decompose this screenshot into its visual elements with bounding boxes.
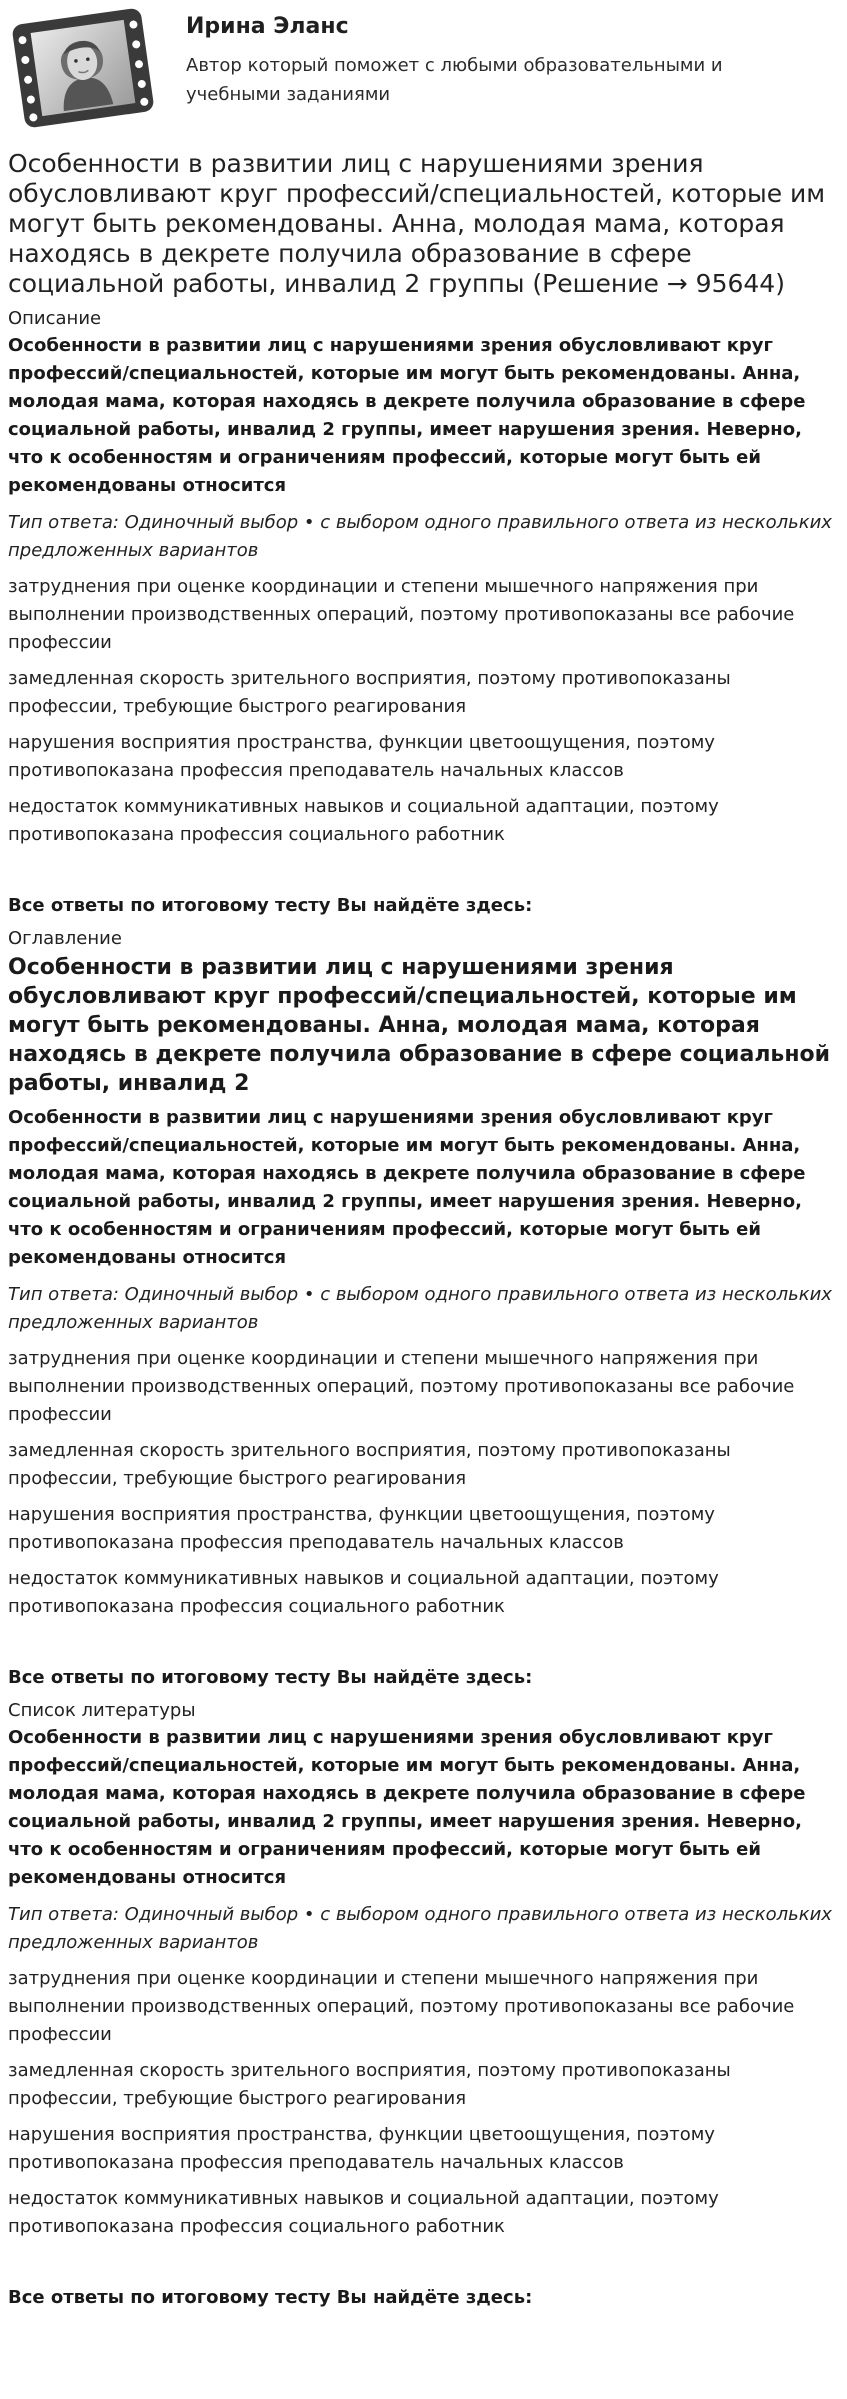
- section-bibliography: [8, 1699, 837, 2310]
- all-answers-text: Все ответы по итоговому тесту Вы найдёте здесь:: [8, 2287, 533, 2308]
- answer-option: нарушения восприятия пространства, функции цветоощущения, поэтому противопоказана профессия преподаватель начальных классов: [8, 1504, 715, 1553]
- answer-option: недостаток коммуникативных навыков и социальной адаптации, поэтому противопоказана профессия социального работник: [8, 796, 719, 845]
- question-text: Особенности в развитии лиц с нарушениями зрения обусловливают круг профессий/специальностей, которые им могут быть рекомендованы. Анна, молодая мама, которая находясь в декрете получила образование в сфере социальной работы, инвалид 2 группы, имеет нарушения зрения. Неверно, что к особенностям и ограничениям профессий, которые могут быть ей рекомендованы относится: [8, 335, 806, 496]
- answer-option: замедленная скорость зрительного восприятия, поэтому противопоказаны профессии, требующие быстрого реагирования: [8, 1440, 731, 1489]
- answer-type: Тип ответа: Одиночный выбор • с выбором одного правильного ответа из нескольких предложенных вариантов: [8, 1904, 832, 1953]
- page-title: Особенности в развитии лиц с нарушениями зрения обусловливают круг профессий/специальностей, которые им могут быть рекомендованы. Анна, молодая мама, которая находясь в декрете получила образование в сфере социальной работы, инвалид 2 группы (Решение → 95644): [8, 149, 826, 298]
- section-description: [8, 307, 837, 918]
- author-avatar[interactable]: [8, 8, 158, 128]
- question-text: Особенности в развитии лиц с нарушениями зрения обусловливают круг профессий/специальностей, которые им могут быть рекомендованы. Анна, молодая мама, которая находясь в декрете получила образование в сфере социальной работы, инвалид 2 группы, имеет нарушения зрения. Неверно, что к особенностям и ограничениям профессий, которые могут быть ей рекомендованы относится: [8, 1727, 806, 1888]
- answer-option: затруднения при оценке координации и степени мышечного напряжения при выполнении производственных операций, поэтому противопоказаны все рабочие профессии: [8, 576, 795, 653]
- answer-type: Тип ответа: Одиночный выбор • с выбором одного правильного ответа из нескольких предложенных вариантов: [8, 1284, 832, 1333]
- section-contents: [8, 927, 837, 1690]
- author-description: Автор который поможет с любыми образовательными и учебными заданиями: [186, 55, 723, 105]
- answer-option: недостаток коммуникативных навыков и социальной адаптации, поэтому противопоказана профессия социального работник: [8, 2188, 719, 2237]
- all-answers-text: Все ответы по итоговому тесту Вы найдёте здесь:: [8, 1667, 533, 1688]
- answer-option: нарушения восприятия пространства, функции цветоощущения, поэтому противопоказана профессия преподаватель начальных классов: [8, 2124, 715, 2173]
- answer-option: затруднения при оценке координации и степени мышечного напряжения при выполнении производственных операций, поэтому противопоказаны все рабочие профессии: [8, 1348, 795, 1425]
- answer-option: недостаток коммуникативных навыков и социальной адаптации, поэтому противопоказана профессия социального работник: [8, 1568, 719, 1617]
- article: [0, 149, 847, 2310]
- section-heading: Особенности в развитии лиц с нарушениями зрения обусловливают круг профессий/специальностей, которые им могут быть рекомендованы. Анна, молодая мама, которая находясь в декрете получила образование в сфере социальной работы, инвалид 2: [8, 955, 831, 1096]
- all-answers-text: Все ответы по итоговому тесту Вы найдёте здесь:: [8, 895, 533, 916]
- question-text: Особенности в развитии лиц с нарушениями зрения обусловливают круг профессий/специальностей, которые им могут быть рекомендованы. Анна, молодая мама, которая находясь в декрете получила образование в сфере социальной работы, инвалид 2 группы, имеет нарушения зрения. Неверно, что к особенностям и ограничениям профессий, которые могут быть ей рекомендованы относится: [8, 1107, 806, 1268]
- answer-option: замедленная скорость зрительного восприятия, поэтому противопоказаны профессии, требующие быстрого реагирования: [8, 668, 731, 717]
- answer-option: нарушения восприятия пространства, функции цветоощущения, поэтому противопоказана профессия преподаватель начальных классов: [8, 732, 715, 781]
- answer-option: замедленная скорость зрительного восприятия, поэтому противопоказаны профессии, требующие быстрого реагирования: [8, 2060, 731, 2109]
- section-label: Список литературы: [8, 1700, 196, 1721]
- section-label: Описание: [8, 308, 102, 329]
- author-name[interactable]: Ирина Эланс: [186, 14, 349, 39]
- author-card: [0, 0, 847, 148]
- answer-type: Тип ответа: Одиночный выбор • с выбором одного правильного ответа из нескольких предложенных вариантов: [8, 512, 832, 561]
- answer-option: затруднения при оценке координации и степени мышечного напряжения при выполнении производственных операций, поэтому противопоказаны все рабочие профессии: [8, 1968, 795, 2045]
- section-label: Оглавление: [8, 928, 122, 949]
